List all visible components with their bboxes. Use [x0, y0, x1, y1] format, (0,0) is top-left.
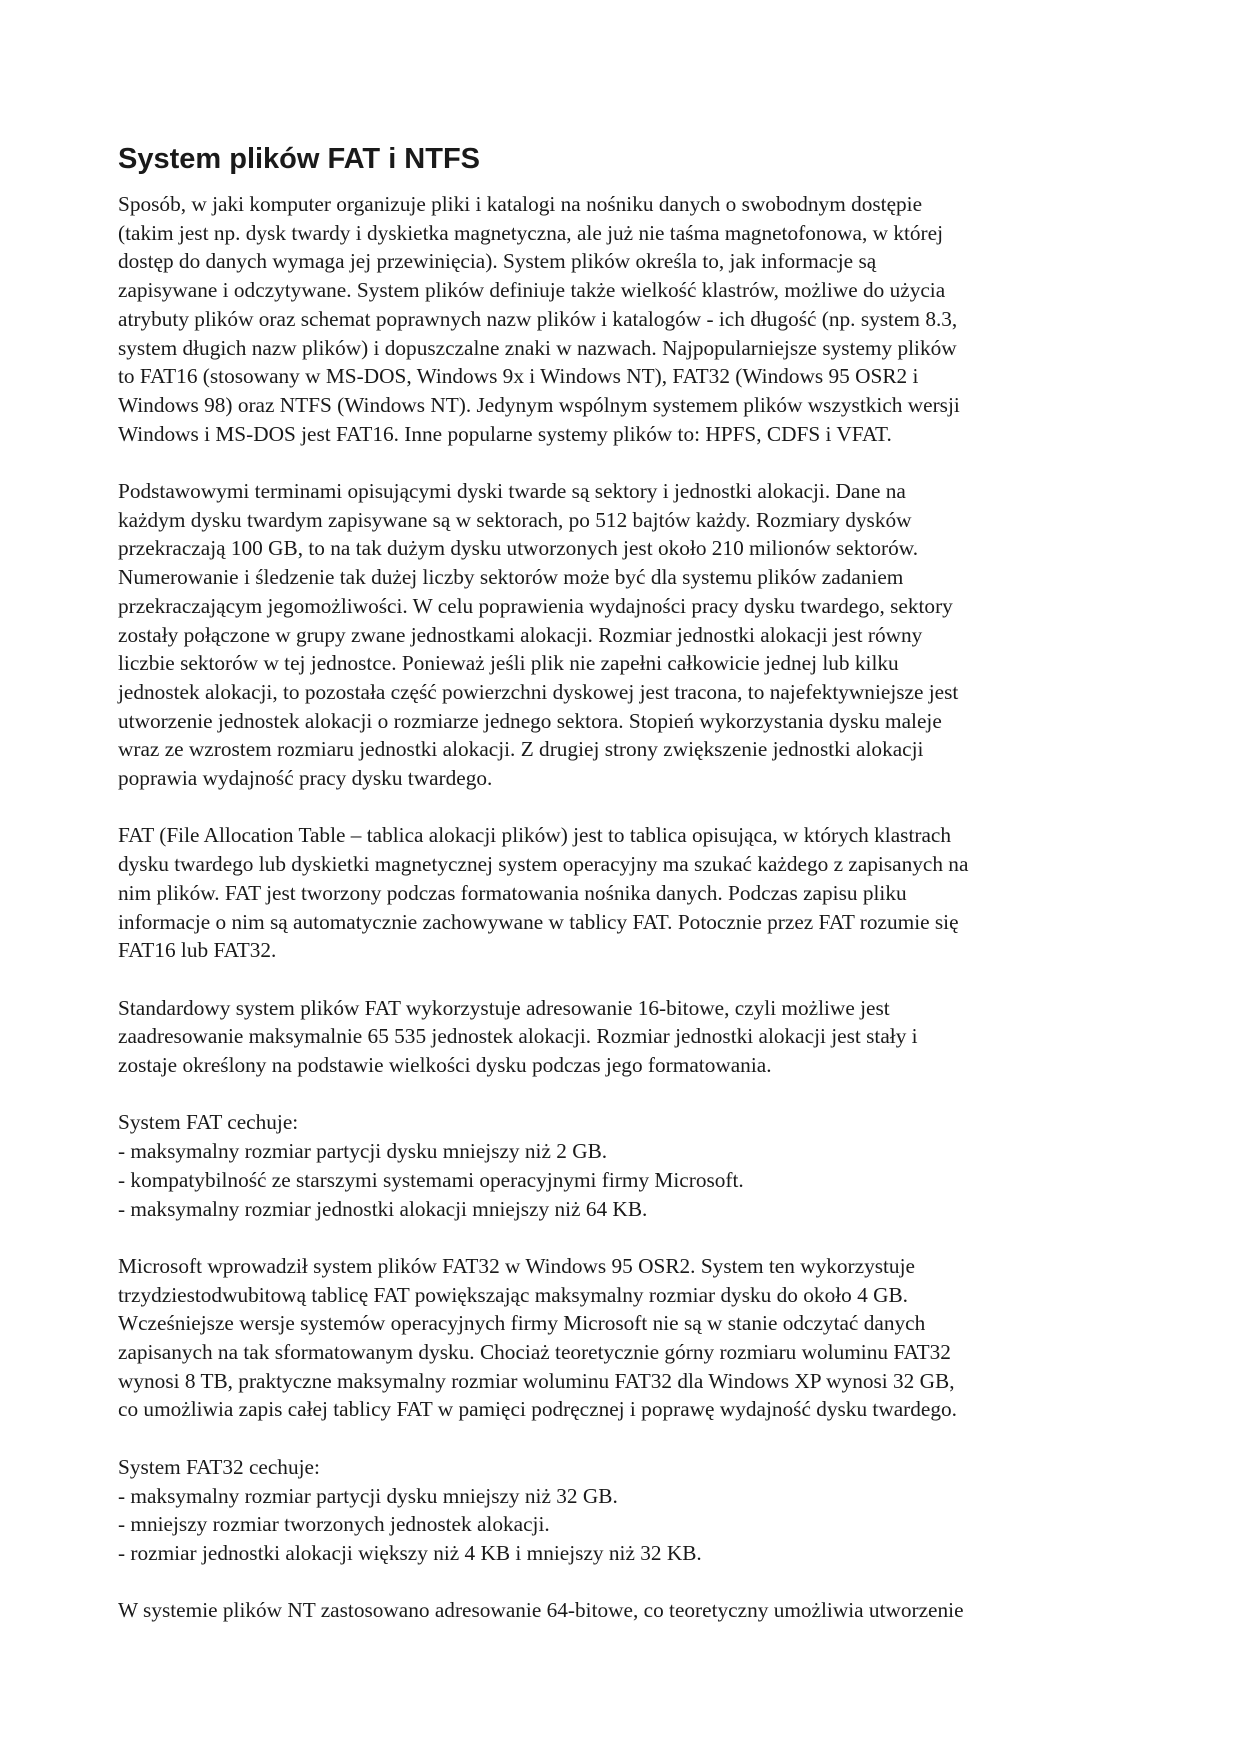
- text-line: jednostek alokacji, to pozostała część powierzchni dyskowej jest tracona, to najefektywniejsze jest: [118, 679, 959, 704]
- text-line: zapisywane i odczytywane. System plików definiuje także wielkość klastrów, możliwe do użycia: [118, 278, 946, 303]
- text-line: utworzenie jednostek alokacji o rozmiarze jednego sektora. Stopień wykorzystania dysku maleje: [118, 708, 942, 733]
- text-line: zapisanych na tak sformatowanym dysku. Chociaż teoretycznie górny rozmiaru woluminu FAT32: [118, 1340, 951, 1365]
- text-line: zostały połączone w grupy zwane jednostkami alokacji. Rozmiar jednostki alokacji jest równy: [118, 622, 923, 647]
- text-line: trzydziestodwubitową tablicę FAT powiększając maksymalny rozmiar dysku do około 4 GB.: [118, 1282, 908, 1307]
- text-line: Microsoft wprowadził system plików FAT32 w Windows 95 OSR2. System ten wykorzystuje: [118, 1253, 915, 1278]
- document-body: [118, 140, 1118, 1654]
- list-item: - rozmiar jednostki alokacji większy niż 4 KB i mniejszy niż 32 KB.: [118, 1540, 702, 1565]
- text-line: FAT16 lub FAT32.: [118, 938, 277, 963]
- list-item: - kompatybilność ze starszymi systemami operacyjnymi firmy Microsoft.: [118, 1167, 744, 1192]
- text-line: Windows i MS-DOS jest FAT16. Inne popularne systemy plików to: HPFS, CDFS i VFAT.: [118, 421, 892, 446]
- paragraph-fat32-features: [118, 1453, 1118, 1568]
- text-line: poprawia wydajność pracy dysku twardego.: [118, 766, 493, 791]
- text-line: Wcześniejsze wersje systemów operacyjnych firmy Microsoft nie są w stanie odczytać danych: [118, 1311, 926, 1336]
- paragraph-sectors-allocation-units: [118, 477, 1118, 793]
- text-line: Podstawowymi terminami opisującymi dyski twarde są sektory i jednostki alokacji. Dane na: [118, 479, 906, 504]
- paragraph-fat32-intro: [118, 1252, 1118, 1424]
- text-line: System FAT cechuje:: [118, 1110, 299, 1135]
- text-line: Numerowanie i śledzenie tak dużej liczby sektorów może być dla systemu plików zadaniem: [118, 565, 904, 590]
- text-line: informacje o nim są automatycznie zachowywane w tablicy FAT. Potocznie przez FAT rozumie się: [118, 909, 959, 934]
- list-item: - maksymalny rozmiar partycji dysku mniejszy niż 32 GB.: [118, 1483, 618, 1508]
- paragraph-fat-features: [118, 1108, 1118, 1223]
- text-line: (takim jest np. dysk twardy i dyskietka magnetyczna, ale już nie taśma magnetofonowa, w której: [118, 220, 944, 245]
- paragraph-fat16-addressing: [118, 994, 1118, 1080]
- text-line: co umożliwia zapis całej tablicy FAT w pamięci podręcznej i poprawę wydajność dysku twardego.: [118, 1397, 957, 1422]
- text-line: atrybuty plików oraz schemat poprawnych nazw plików i katalogów - ich długość (np. system 8.3,: [118, 306, 958, 331]
- text-line: FAT (File Allocation Table – tablica alokacji plików) jest to tablica opisująca, w których klastrach: [118, 823, 952, 848]
- text-line: to FAT16 (stosowany w MS-DOS, Windows 9x i Windows NT), FAT32 (Windows 95 OSR2 i: [118, 364, 919, 389]
- document-title: System plików FAT i NTFS: [118, 143, 481, 175]
- text-line: zaadresowanie maksymalnie 65 535 jednostek alokacji. Rozmiar jednostki alokacji jest stały i: [118, 1024, 918, 1049]
- text-line: Standardowy system plików FAT wykorzystuje adresowanie 16-bitowe, czyli możliwe jest: [118, 995, 890, 1020]
- text-line: przekraczają 100 GB, to na tak dużym dysku utworzonych jest około 210 milionów sektorów.: [118, 536, 919, 561]
- list-item: - mniejszy rozmiar tworzonych jednostek alokacji.: [118, 1512, 550, 1537]
- text-line: liczbie sektorów w tej jednostce. Ponieważ jeśli plik nie zapełni całkowicie jednej lub kilku: [118, 651, 899, 676]
- list-item: - maksymalny rozmiar jednostki alokacji mniejszy niż 64 KB.: [118, 1196, 648, 1221]
- paragraph-file-system-definition: [118, 190, 1118, 448]
- text-line: każdym dysku twardym zapisywane są w sektorach, po 512 bajtów każdy. Rozmiary dysków: [118, 507, 912, 532]
- text-line: W systemie plików NT zastosowano adresowanie 64-bitowe, co teoretyczny umożliwia utworzenie: [118, 1598, 964, 1623]
- list-item: - maksymalny rozmiar partycji dysku mniejszy niż 2 GB.: [118, 1139, 608, 1164]
- text-line: System FAT32 cechuje:: [118, 1454, 320, 1479]
- text-line: Sposób, w jaki komputer organizuje pliki i katalogi na nośniku danych o swobodnym dostępie: [118, 192, 923, 216]
- text-line: wynosi 8 TB, praktyczne maksymalny rozmiar woluminu FAT32 dla Windows XP wynosi 32 GB,: [118, 1368, 955, 1393]
- text-line: przekraczającym jegomożliwości. W celu poprawienia wydajności pracy dysku twardego, sektory: [118, 593, 953, 618]
- paragraph-ntfs-addressing: [118, 1596, 1118, 1625]
- paragraph-fat-definition: [118, 821, 1118, 965]
- text-line: nim plików. FAT jest tworzony podczas formatowania nośnika danych. Podczas zapisu pliku: [118, 880, 907, 905]
- text-line: wraz ze wzrostem rozmiaru jednostki alokacji. Z drugiej strony zwiększenie jednostki alokacji: [118, 737, 924, 762]
- text-line: dysku twardego lub dyskietki magnetycznej system operacyjny ma szukać każdego z zapisanych na: [118, 852, 969, 877]
- text-line: dostęp do danych wymaga jej przewinięcia). System plików określa to, jak informacje są: [118, 249, 877, 274]
- text-line: Windows 98) oraz NTFS (Windows NT). Jedynym wspólnym systemem plików wszystkich wersji: [118, 392, 960, 417]
- text-line: system długich nazw plików) i dopuszczalne znaki w nazwach. Najpopularniejsze systemy plików: [118, 335, 957, 360]
- text-line: zostaje określony na podstawie wielkości dysku podczas jego formatowania.: [118, 1053, 772, 1078]
